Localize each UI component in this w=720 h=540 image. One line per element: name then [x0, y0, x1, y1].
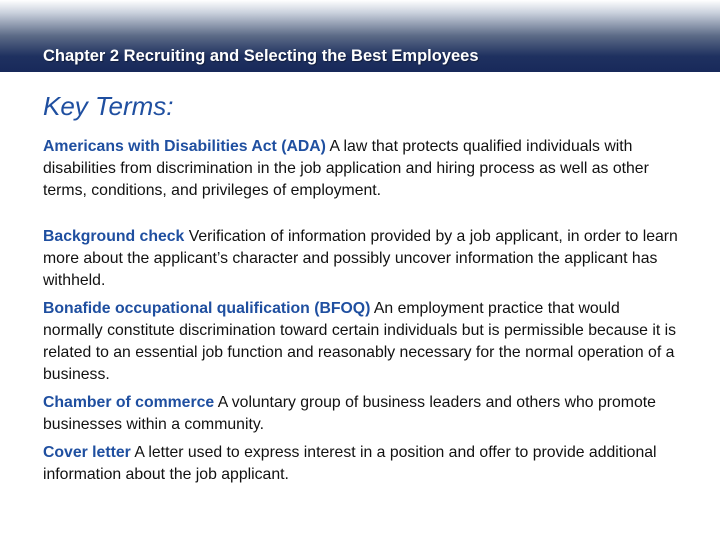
term-definition: Verification of information provided by a job applicant, in order to learn more about the applicant’s character and possibly uncover information the applicant has withheld. — [43, 228, 678, 289]
section-title: Key Terms: — [43, 91, 174, 121]
term-word: Chamber of commerce — [43, 394, 215, 411]
term-word: Background check — [43, 228, 185, 245]
chapter-title: Chapter 2 Recruiting and Selecting the Best Employees — [43, 47, 479, 65]
term-entry — [43, 298, 683, 386]
term-definition: A law that protects qualified individuals with disabilities from discrimination in the job application and hiring process as well as other terms, conditions, and privileges of employment. — [43, 138, 649, 199]
terms-list — [43, 136, 683, 486]
term-word: Americans with Disabilities Act (ADA) — [43, 138, 326, 155]
term-entry — [43, 226, 683, 292]
term-entry — [43, 136, 683, 202]
term-word: Cover letter — [43, 444, 131, 461]
term-definition: A letter used to express interest in a position and offer to provide additional information about the job applicant. — [43, 444, 657, 483]
term-definition: A voluntary group of business leaders and others who promote businesses within a community. — [43, 394, 656, 433]
term-definition: An employment practice that would normally constitute discrimination toward certain individuals but is permissible because it is related to an essential job function and reasonably necessary for the normal operation of a business. — [43, 300, 677, 383]
term-entry — [43, 442, 683, 486]
term-entry — [43, 392, 683, 436]
term-word: Bonafide occupational qualification (BFOQ) — [43, 300, 371, 317]
